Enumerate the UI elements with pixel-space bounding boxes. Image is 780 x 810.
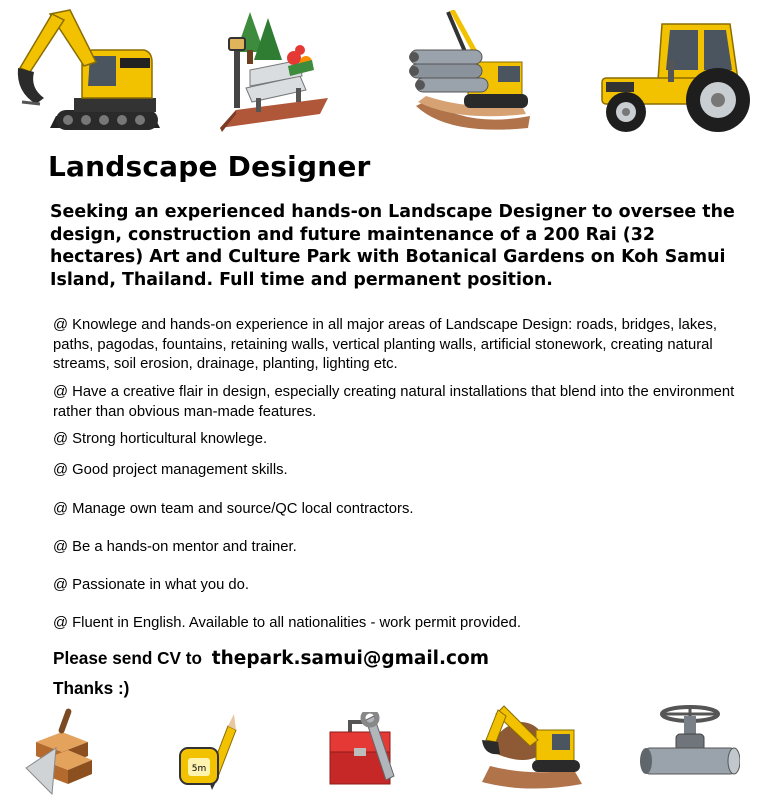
requirement-item: @ Knowlege and hands-on experience in all major areas of Landscape Design: roads, bridges, lakes, paths, pagodas, fountains, retaining walls, vertical planting walls, artificial stonework, creating natural streams, soil erosion, drainage, planting, lighting etc. [53,317,718,372]
page-title: Landscape Designer [48,150,371,183]
requirement-item: @ Passionate in what you do. [53,577,249,593]
contact-prompt: Please send CV to [53,648,203,668]
requirement-item: @ Have a creative flair in design, especially creating natural installations that blend into the environment rather than obvious man-made features. [53,384,735,420]
job-intro: Seeking an experienced hands-on Landscape Designer to oversee the design, construction and future maintenance of a 200 Rai (32 hectares) Art and Culture Park with Botanical Gardens on Koh Samui Island, Thailand. Full time and permanent position. [50,202,735,290]
contact-email[interactable]: thepark.samui@gmail.com [211,648,489,669]
excavator-icon [12,6,162,136]
requirement-item: @ Good project management skills. [53,462,288,478]
tape-label: 5m [191,764,207,774]
requirement-item: @ Strong horticultural knowlege. [53,431,268,447]
tractor-icon [598,20,758,135]
trowel-bricks-icon [22,706,94,796]
thanks-text: Thanks :) [53,678,130,698]
park-bench-icon [210,10,330,135]
requirement-item: @ Manage own team and source/QC local contractors. [53,501,414,517]
requirement-item: @ Be a hands-on mentor and trainer. [53,539,297,555]
pipe-truck-icon [408,10,533,135]
tape-measure-pencil-icon [178,712,240,792]
digger-icon [478,700,583,792]
pipe-valve-icon [640,704,740,792]
requirement-item: @ Fluent in English. Available to all nationalities - work permit provided. [53,615,521,631]
toolbox-wrench-icon [324,712,400,788]
contact-line [53,648,489,669]
